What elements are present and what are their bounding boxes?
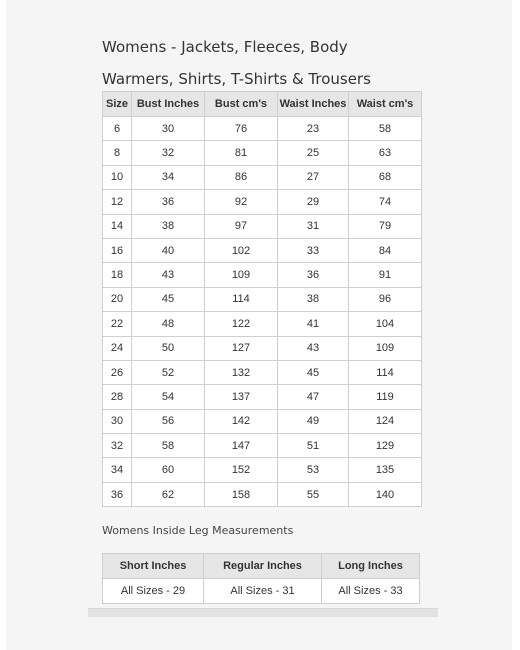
table-cell: 50 bbox=[132, 336, 205, 360]
table-cell: 28 bbox=[103, 385, 132, 409]
table-cell: 68 bbox=[349, 165, 422, 189]
table-cell: 32 bbox=[132, 141, 205, 165]
table-row bbox=[103, 263, 422, 287]
table-row bbox=[103, 360, 422, 384]
table-cell: 62 bbox=[132, 482, 205, 506]
table-cell: 6 bbox=[103, 117, 132, 141]
table-cell: 33 bbox=[278, 238, 349, 262]
table-cell: 55 bbox=[278, 482, 349, 506]
table-cell: 137 bbox=[205, 385, 278, 409]
table-header-row bbox=[103, 554, 420, 579]
table-cell: 102 bbox=[205, 238, 278, 262]
table-row bbox=[103, 141, 422, 165]
table-cell: 114 bbox=[205, 287, 278, 311]
table-cell: 30 bbox=[103, 409, 132, 433]
table-header-row bbox=[103, 92, 422, 117]
table-cell: 36 bbox=[132, 190, 205, 214]
table-cell: 25 bbox=[278, 141, 349, 165]
table-cell: 36 bbox=[278, 263, 349, 287]
table-cell: 60 bbox=[132, 458, 205, 482]
table-row bbox=[103, 287, 422, 311]
table-cell: 84 bbox=[349, 238, 422, 262]
table-cell: 27 bbox=[278, 165, 349, 189]
table-cell: 74 bbox=[349, 190, 422, 214]
column-header-size: Size bbox=[103, 92, 132, 117]
table-cell: 56 bbox=[132, 409, 205, 433]
table-cell: 104 bbox=[349, 312, 422, 336]
table-cell: 14 bbox=[103, 214, 132, 238]
table-row bbox=[103, 190, 422, 214]
leg-section-title: Womens Inside Leg Measurements bbox=[102, 524, 294, 537]
table-cell: 38 bbox=[132, 214, 205, 238]
table-cell: 43 bbox=[278, 336, 349, 360]
leg-measurements-table bbox=[102, 553, 420, 604]
table-cell: 18 bbox=[103, 263, 132, 287]
table-cell: 127 bbox=[205, 336, 278, 360]
column-header-bust-inches: Bust Inches bbox=[132, 92, 205, 117]
table-cell: 53 bbox=[278, 458, 349, 482]
table-cell: 158 bbox=[205, 482, 278, 506]
footer-divider bbox=[88, 608, 438, 617]
table-cell: 32 bbox=[103, 434, 132, 458]
table-cell: 16 bbox=[103, 238, 132, 262]
table-cell: 38 bbox=[278, 287, 349, 311]
table-cell: 12 bbox=[103, 190, 132, 214]
table-cell: 63 bbox=[349, 141, 422, 165]
table-cell: 140 bbox=[349, 482, 422, 506]
table-cell: 122 bbox=[205, 312, 278, 336]
table-row bbox=[103, 312, 422, 336]
table-row bbox=[103, 165, 422, 189]
size-chart-body bbox=[103, 117, 422, 507]
table-cell: 20 bbox=[103, 287, 132, 311]
table-row bbox=[103, 117, 422, 141]
table-cell: 51 bbox=[278, 434, 349, 458]
table-cell: 119 bbox=[349, 385, 422, 409]
table-row bbox=[103, 336, 422, 360]
table-cell: 97 bbox=[205, 214, 278, 238]
table-row bbox=[103, 214, 422, 238]
table-cell: 24 bbox=[103, 336, 132, 360]
column-header-short: Short Inches bbox=[103, 554, 204, 579]
table-cell: 76 bbox=[205, 117, 278, 141]
table-cell: 54 bbox=[132, 385, 205, 409]
table-cell: 86 bbox=[205, 165, 278, 189]
column-header-bust-cm: Bust cm's bbox=[205, 92, 278, 117]
table-cell: 22 bbox=[103, 312, 132, 336]
table-cell: 58 bbox=[349, 117, 422, 141]
table-cell: 124 bbox=[349, 409, 422, 433]
table-cell: 45 bbox=[132, 287, 205, 311]
table-cell: 48 bbox=[132, 312, 205, 336]
table-cell: 91 bbox=[349, 263, 422, 287]
table-cell: 47 bbox=[278, 385, 349, 409]
table-row bbox=[103, 385, 422, 409]
table-row bbox=[103, 579, 420, 604]
table-cell: 34 bbox=[132, 165, 205, 189]
table-cell: 147 bbox=[205, 434, 278, 458]
table-cell: 129 bbox=[349, 434, 422, 458]
table-cell: 135 bbox=[349, 458, 422, 482]
size-chart-table bbox=[102, 91, 422, 507]
table-row bbox=[103, 482, 422, 506]
table-cell: 142 bbox=[205, 409, 278, 433]
table-row bbox=[103, 434, 422, 458]
table-cell: 58 bbox=[132, 434, 205, 458]
table-cell: 114 bbox=[349, 360, 422, 384]
table-cell: 79 bbox=[349, 214, 422, 238]
page-title: Womens - Jackets, Fleeces, Body Warmers, Shirts, T-Shirts & Trousers bbox=[102, 38, 371, 88]
column-header-waist-cm: Waist cm's bbox=[349, 92, 422, 117]
table-cell: 132 bbox=[205, 360, 278, 384]
table-cell: 152 bbox=[205, 458, 278, 482]
table-cell: 43 bbox=[132, 263, 205, 287]
table-cell: 49 bbox=[278, 409, 349, 433]
column-header-waist-inches: Waist Inches bbox=[278, 92, 349, 117]
table-row bbox=[103, 238, 422, 262]
table-row bbox=[103, 409, 422, 433]
table-cell: 41 bbox=[278, 312, 349, 336]
table-cell: 10 bbox=[103, 165, 132, 189]
table-cell: All Sizes - 33 bbox=[322, 579, 420, 604]
table-cell: 26 bbox=[103, 360, 132, 384]
table-cell: 45 bbox=[278, 360, 349, 384]
table-cell: 81 bbox=[205, 141, 278, 165]
table-cell: All Sizes - 29 bbox=[103, 579, 204, 604]
table-cell: 109 bbox=[205, 263, 278, 287]
page-container bbox=[6, 0, 512, 650]
table-cell: 36 bbox=[103, 482, 132, 506]
table-row bbox=[103, 458, 422, 482]
table-cell: 92 bbox=[205, 190, 278, 214]
table-cell: 23 bbox=[278, 117, 349, 141]
table-cell: 52 bbox=[132, 360, 205, 384]
table-cell: All Sizes - 31 bbox=[204, 579, 322, 604]
table-cell: 34 bbox=[103, 458, 132, 482]
table-cell: 8 bbox=[103, 141, 132, 165]
table-cell: 31 bbox=[278, 214, 349, 238]
table-cell: 109 bbox=[349, 336, 422, 360]
column-header-regular: Regular Inches bbox=[204, 554, 322, 579]
table-cell: 96 bbox=[349, 287, 422, 311]
table-cell: 40 bbox=[132, 238, 205, 262]
table-cell: 30 bbox=[132, 117, 205, 141]
column-header-long: Long Inches bbox=[322, 554, 420, 579]
table-cell: 29 bbox=[278, 190, 349, 214]
